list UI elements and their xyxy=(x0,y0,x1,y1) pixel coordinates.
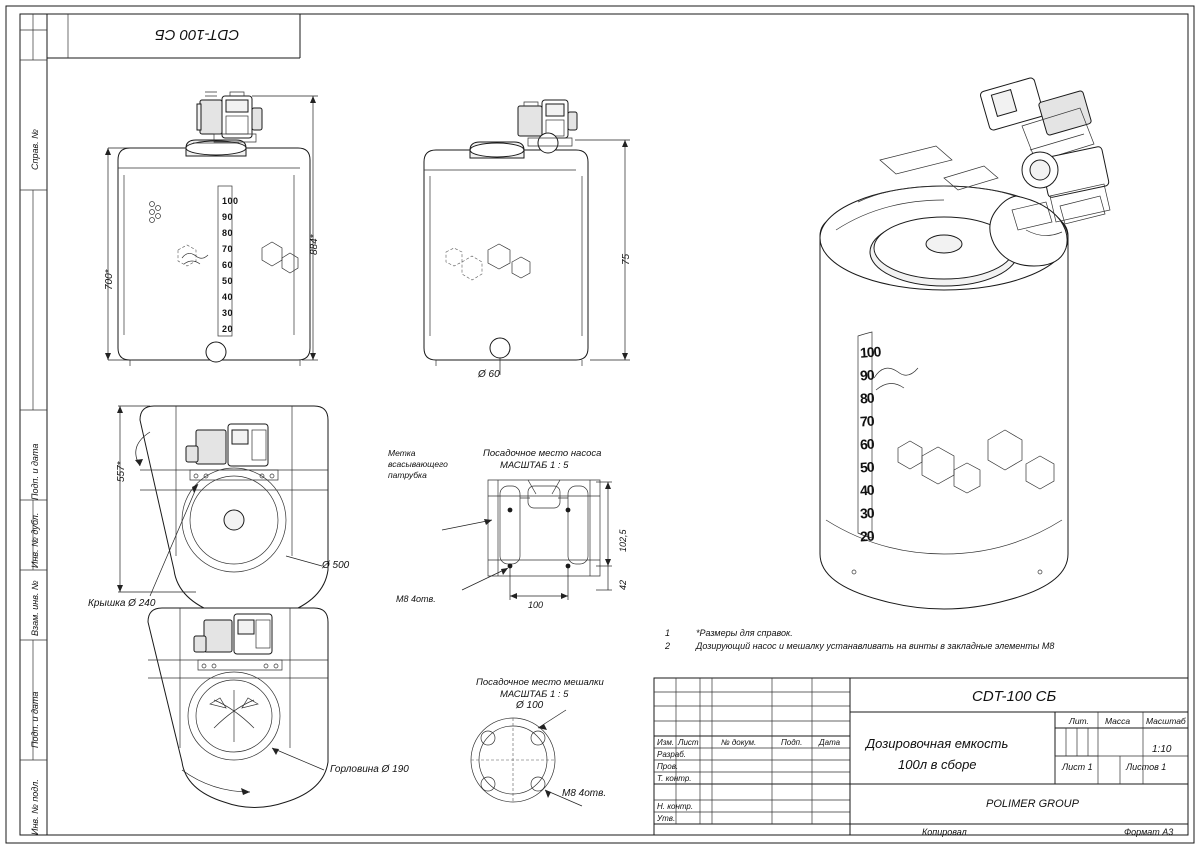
margin-label-1: Подп. и дата xyxy=(30,443,40,500)
front-scale-label: 20 xyxy=(222,324,234,334)
col-data: Дата xyxy=(819,738,841,747)
side-dim-right: 75 xyxy=(621,253,632,265)
lit-label: Лит. xyxy=(1069,716,1089,726)
title-line-1: Дозировочная емкость xyxy=(866,736,1009,751)
bottom-neck-dim: Горловина Ø 190 xyxy=(330,764,409,775)
iso-scale-label: 60 xyxy=(859,435,875,453)
col-izm: Изм. xyxy=(657,738,675,747)
front-scale-label: 30 xyxy=(222,308,234,318)
iso-scale-label: 30 xyxy=(859,504,875,522)
front-scale-label: 60 xyxy=(222,260,234,270)
row-utv: Утв. xyxy=(657,814,676,823)
margin-label-2: Инв. № дубл. xyxy=(30,512,40,568)
front-dim-right: 884* xyxy=(309,234,320,255)
iso-scale-label: 50 xyxy=(859,458,875,476)
row-tkontr: Т. контр. xyxy=(657,774,692,783)
masshtab-value: 1:10 xyxy=(1152,744,1172,755)
col-podp: Подп. xyxy=(781,738,803,747)
iso-scale-label: 100 xyxy=(859,343,881,361)
pump-dim-w: 100 xyxy=(528,600,544,610)
side-port-dim: Ø 60 xyxy=(478,369,500,380)
pump-dim-h1: 102,5 xyxy=(618,529,628,552)
note-2-num: 2 xyxy=(665,641,671,651)
mixer-holes-label: M8 4отв. xyxy=(562,788,607,799)
pump-mark-note-line3: патрубка xyxy=(388,470,427,480)
pump-dim-h2: 42 xyxy=(618,579,628,590)
mixer-detail-title1: Посадочное место мешалки xyxy=(476,677,604,688)
front-scale-label: 40 xyxy=(222,292,234,302)
iso-scale-label: 40 xyxy=(859,481,875,499)
sheets-label: Листов 1 xyxy=(1126,762,1167,772)
note-2-text: Дозирующий насос и мешалку устанавливать на винты в закладные элементы M8 xyxy=(696,641,1055,651)
massa-label: Масса xyxy=(1105,716,1131,726)
company-name: POLIMER GROUP xyxy=(986,798,1079,810)
front-scale-label: 70 xyxy=(222,244,234,254)
title-line-2: 100л в сборе xyxy=(898,757,977,772)
col-list: Лист xyxy=(678,738,699,747)
top-body-dim: Ø 500 xyxy=(322,560,350,571)
top-dim-left: 557* xyxy=(116,461,127,482)
sheet-label: Лист 1 xyxy=(1062,762,1093,772)
row-razrab: Разраб. xyxy=(657,750,686,759)
col-doc: № докум. xyxy=(721,738,757,747)
row-nkontr: Н. контр. xyxy=(657,802,694,811)
masshtab-label: Масштаб xyxy=(1146,716,1186,726)
iso-scale-label: 20 xyxy=(859,527,875,545)
pump-holes-label: M8 4отв. xyxy=(396,594,436,604)
format-label: Формат А3 xyxy=(1124,827,1174,837)
top-lid-dim: Крышка Ø 240 xyxy=(88,598,156,609)
pump-mark-note-line1: Метка xyxy=(388,448,416,458)
front-scale-label: 90 xyxy=(222,212,234,222)
iso-scale-label: 90 xyxy=(859,366,875,384)
margin-label-4: Подп. и дата xyxy=(30,691,40,748)
pump-detail-title2: МАСШТАБ 1 : 5 xyxy=(500,460,569,471)
mixer-detail-title2: МАСШТАБ 1 : 5 xyxy=(500,689,569,700)
copied-label: Копировал xyxy=(922,827,967,837)
margin-label-3: Взам. инв. № xyxy=(30,580,40,636)
margin-label-0: Справ. № xyxy=(30,129,40,170)
note-1-text: *Размеры для справок. xyxy=(696,628,793,638)
iso-scale-label: 80 xyxy=(859,389,875,407)
front-scale-label: 50 xyxy=(222,276,234,286)
front-scale-label: 80 xyxy=(222,228,234,238)
part-code-header: CDT-100 СБ xyxy=(155,26,240,43)
note-1-num: 1 xyxy=(665,628,671,638)
pump-mark-note-line2: всасывающего xyxy=(388,459,448,469)
row-prov: Пров. xyxy=(657,762,679,771)
front-dim-left: 700* xyxy=(104,269,115,290)
iso-scale-label: 70 xyxy=(859,412,875,430)
part-code-title: CDT-100 СБ xyxy=(972,688,1057,705)
margin-label-5: Инв. № подл. xyxy=(30,779,40,835)
pump-detail-title1: Посадочное место насоса xyxy=(483,448,602,459)
front-scale-label: 100 xyxy=(222,196,239,206)
mixer-dim-d: Ø 100 xyxy=(516,700,544,711)
